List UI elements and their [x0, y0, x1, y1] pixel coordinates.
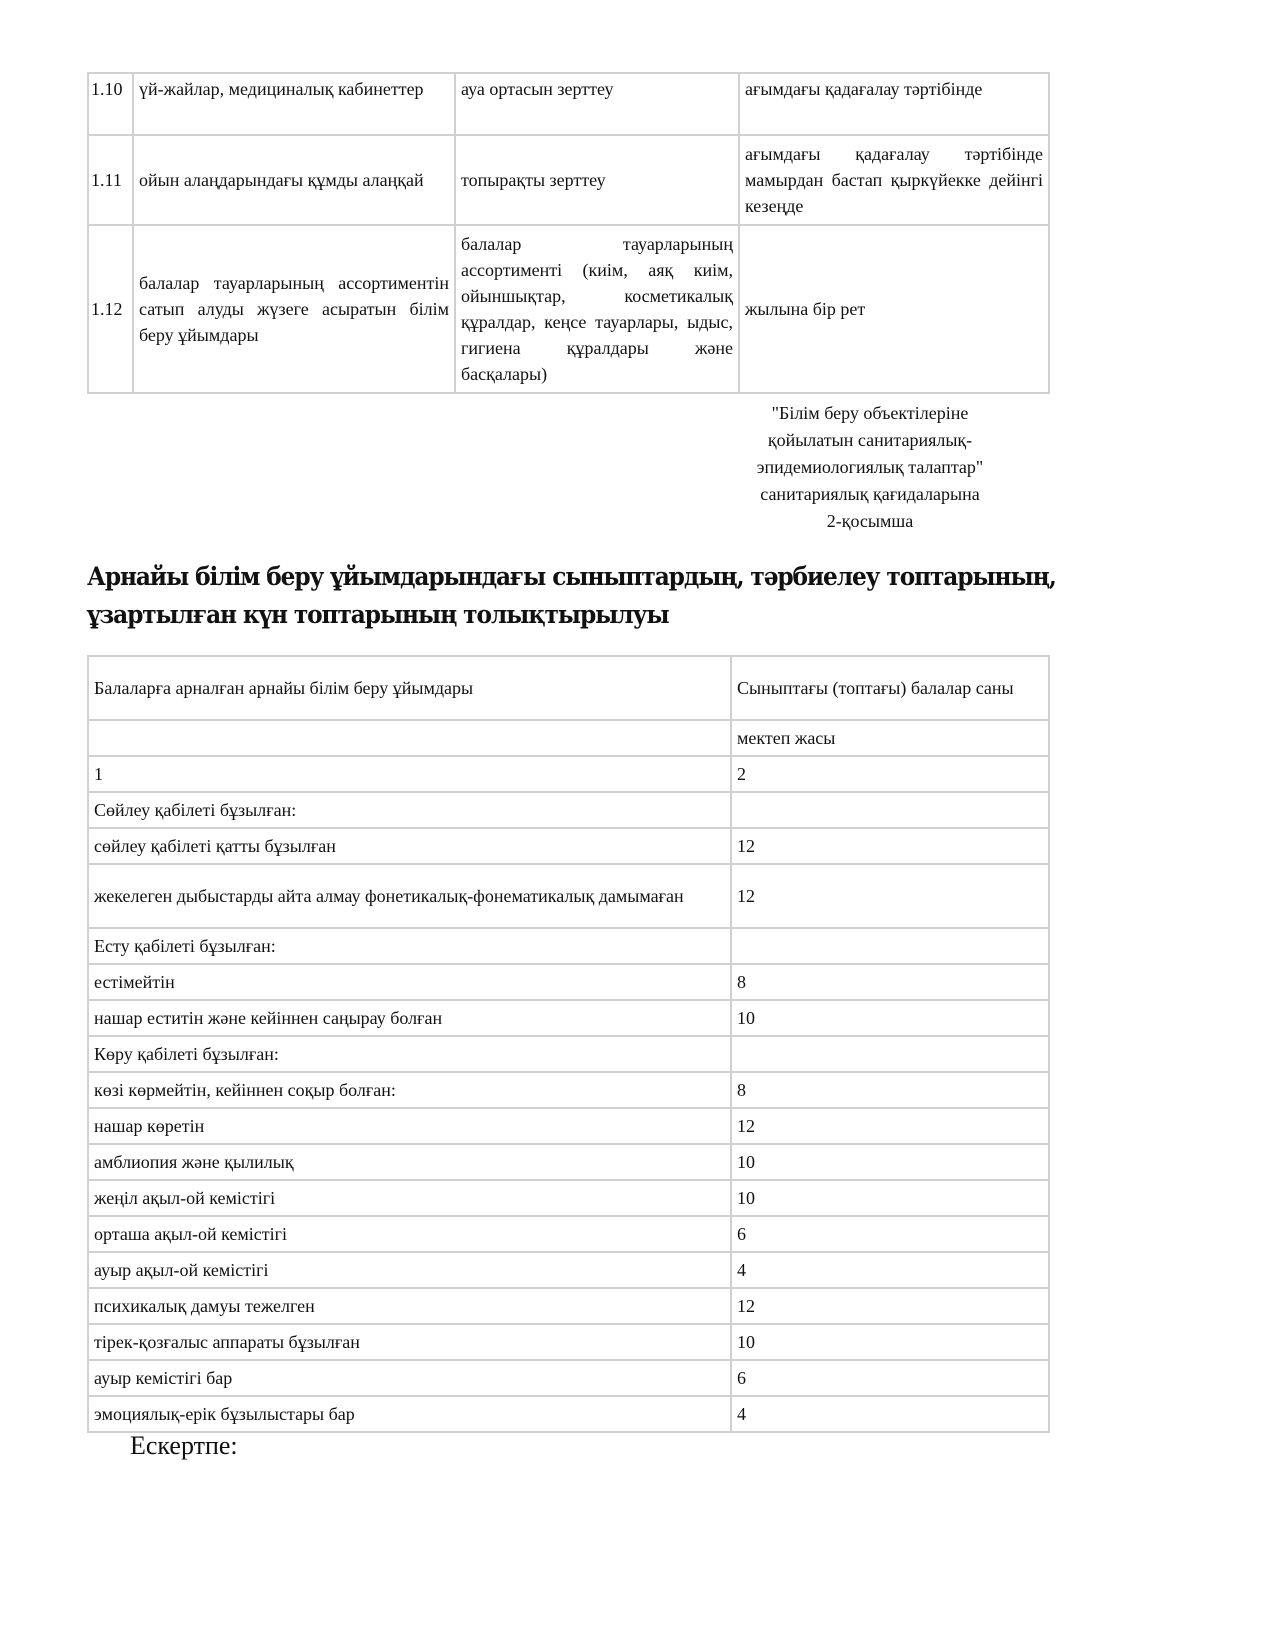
children-count: 10	[731, 1144, 1049, 1180]
header-organizations: Балаларға арналған арнайы білім беру ұйымдары	[88, 656, 731, 720]
table-row	[88, 1180, 1049, 1216]
class-size-table	[87, 655, 1050, 1433]
disorder-label: нашар көретін	[88, 1108, 731, 1144]
children-count: 10	[731, 1324, 1049, 1360]
table-row	[88, 73, 1049, 135]
disorder-label: орташа ақыл-ой кемістігі	[88, 1216, 731, 1252]
children-count: 4	[731, 1252, 1049, 1288]
disorder-label: Сөйлеу қабілеті бұзылған:	[88, 792, 731, 828]
annotation-line: "Білім беру объектілеріне	[771, 403, 969, 423]
disorder-label: ауыр ақыл-ой кемістігі	[88, 1252, 731, 1288]
annotation-line: эпидемиологиялық талаптар"	[756, 457, 984, 477]
children-count: 6	[731, 1360, 1049, 1396]
study-cell: балалар тауарларының ассортименті (киім, аяқ киім, ойыншықтар, косметикалық құралдар, кеңсе тауарлары, ыдыс, гигиена құралдары және басқалары)	[455, 225, 739, 393]
table-header-row	[88, 656, 1049, 720]
table-row	[88, 1252, 1049, 1288]
children-count: 8	[731, 1072, 1049, 1108]
subheader-empty	[88, 720, 731, 756]
disorder-label: амблиопия және қылилық	[88, 1144, 731, 1180]
annotation-line: санитариялық қағидаларына	[760, 484, 980, 504]
disorder-label: тірек-қозғалыс аппараты бұзылған	[88, 1324, 731, 1360]
table-row	[88, 1036, 1049, 1072]
header-children-count: Сыныптағы (топтағы) балалар саны	[731, 656, 1049, 720]
disorder-label: көзі көрмейтін, кейіннен соқыр болған:	[88, 1072, 731, 1108]
disorder-label: нашар еститін және кейіннен саңырау болған	[88, 1000, 731, 1036]
study-cell: ауа ортасын зерттеу	[455, 73, 739, 135]
children-count	[731, 1036, 1049, 1072]
table-row	[88, 225, 1049, 393]
disorder-label: Көру қабілеті бұзылған:	[88, 1036, 731, 1072]
table-row	[88, 1072, 1049, 1108]
children-count: 10	[731, 1180, 1049, 1216]
column-number-1: 1	[88, 756, 731, 792]
table-row	[88, 1324, 1049, 1360]
disorder-label: ауыр кемістігі бар	[88, 1360, 731, 1396]
table-row	[88, 828, 1049, 864]
table-row	[88, 864, 1049, 928]
column-number-2: 2	[731, 756, 1049, 792]
row-number: 1.12	[88, 225, 133, 393]
table-row	[88, 1288, 1049, 1324]
frequency-cell: ағымдағы қадағалау тәртібінде мамырдан бастап қыркүйекке дейінгі кезеңде	[739, 135, 1049, 225]
note-label: Ескертпе:	[130, 1431, 238, 1460]
children-count: 12	[731, 1108, 1049, 1144]
object-cell: үй-жайлар, медициналық кабинеттер	[133, 73, 455, 135]
annotation-line: қойылатын санитариялық-	[767, 430, 973, 450]
table-row	[88, 1360, 1049, 1396]
children-count	[731, 792, 1049, 828]
section-title: Арнайы білім беру ұйымдарындағы сыныптардың, тәрбиелеу топтарының, ұзартылған күн топтарының толықтырылуы	[87, 562, 1056, 629]
table-row	[88, 964, 1049, 1000]
frequency-cell: жылына бір рет	[739, 225, 1049, 393]
subheader-school-age: мектеп жасы	[731, 720, 1049, 756]
table-subheader-row	[88, 720, 1049, 756]
disorder-label: Есту қабілеті бұзылған:	[88, 928, 731, 964]
table-row	[88, 792, 1049, 828]
children-count: 12	[731, 1288, 1049, 1324]
object-cell: балалар тауарларының ассортиментін сатып алуды жүзеге асыратын білім беру ұйымдары	[133, 225, 455, 393]
children-count: 6	[731, 1216, 1049, 1252]
appendix-annotation	[735, 400, 1005, 535]
disorder-label: естімейтін	[88, 964, 731, 1000]
table-row	[88, 928, 1049, 964]
disorder-label: эмоциялық-ерік бұзылыстары бар	[88, 1396, 731, 1432]
annotation-line: 2-қосымша	[826, 511, 914, 531]
children-count: 10	[731, 1000, 1049, 1036]
table-row	[88, 1396, 1049, 1432]
frequency-cell: ағымдағы қадағалау тәртібінде	[739, 73, 1049, 135]
table-row	[88, 1144, 1049, 1180]
disorder-label: жекелеген дыбыстарды айта алмау фонетикалық-фонематикалық дамымаған	[88, 864, 731, 928]
table-row	[88, 1108, 1049, 1144]
children-count	[731, 928, 1049, 964]
table-numbering-row	[88, 756, 1049, 792]
study-cell: топырақты зерттеу	[455, 135, 739, 225]
table-row	[88, 1000, 1049, 1036]
monitoring-table	[87, 72, 1050, 394]
children-count: 4	[731, 1396, 1049, 1432]
disorder-label: жеңіл ақыл-ой кемістігі	[88, 1180, 731, 1216]
children-count: 8	[731, 964, 1049, 1000]
disorder-label: сөйлеу қабілеті қатты бұзылған	[88, 828, 731, 864]
table-row	[88, 135, 1049, 225]
row-number: 1.11	[88, 135, 133, 225]
table-row	[88, 1216, 1049, 1252]
object-cell: ойын алаңдарындағы құмды алаңқай	[133, 135, 455, 225]
children-count: 12	[731, 864, 1049, 928]
row-number: 1.10	[88, 73, 133, 135]
disorder-label: психикалық дамуы тежелген	[88, 1288, 731, 1324]
children-count: 12	[731, 828, 1049, 864]
